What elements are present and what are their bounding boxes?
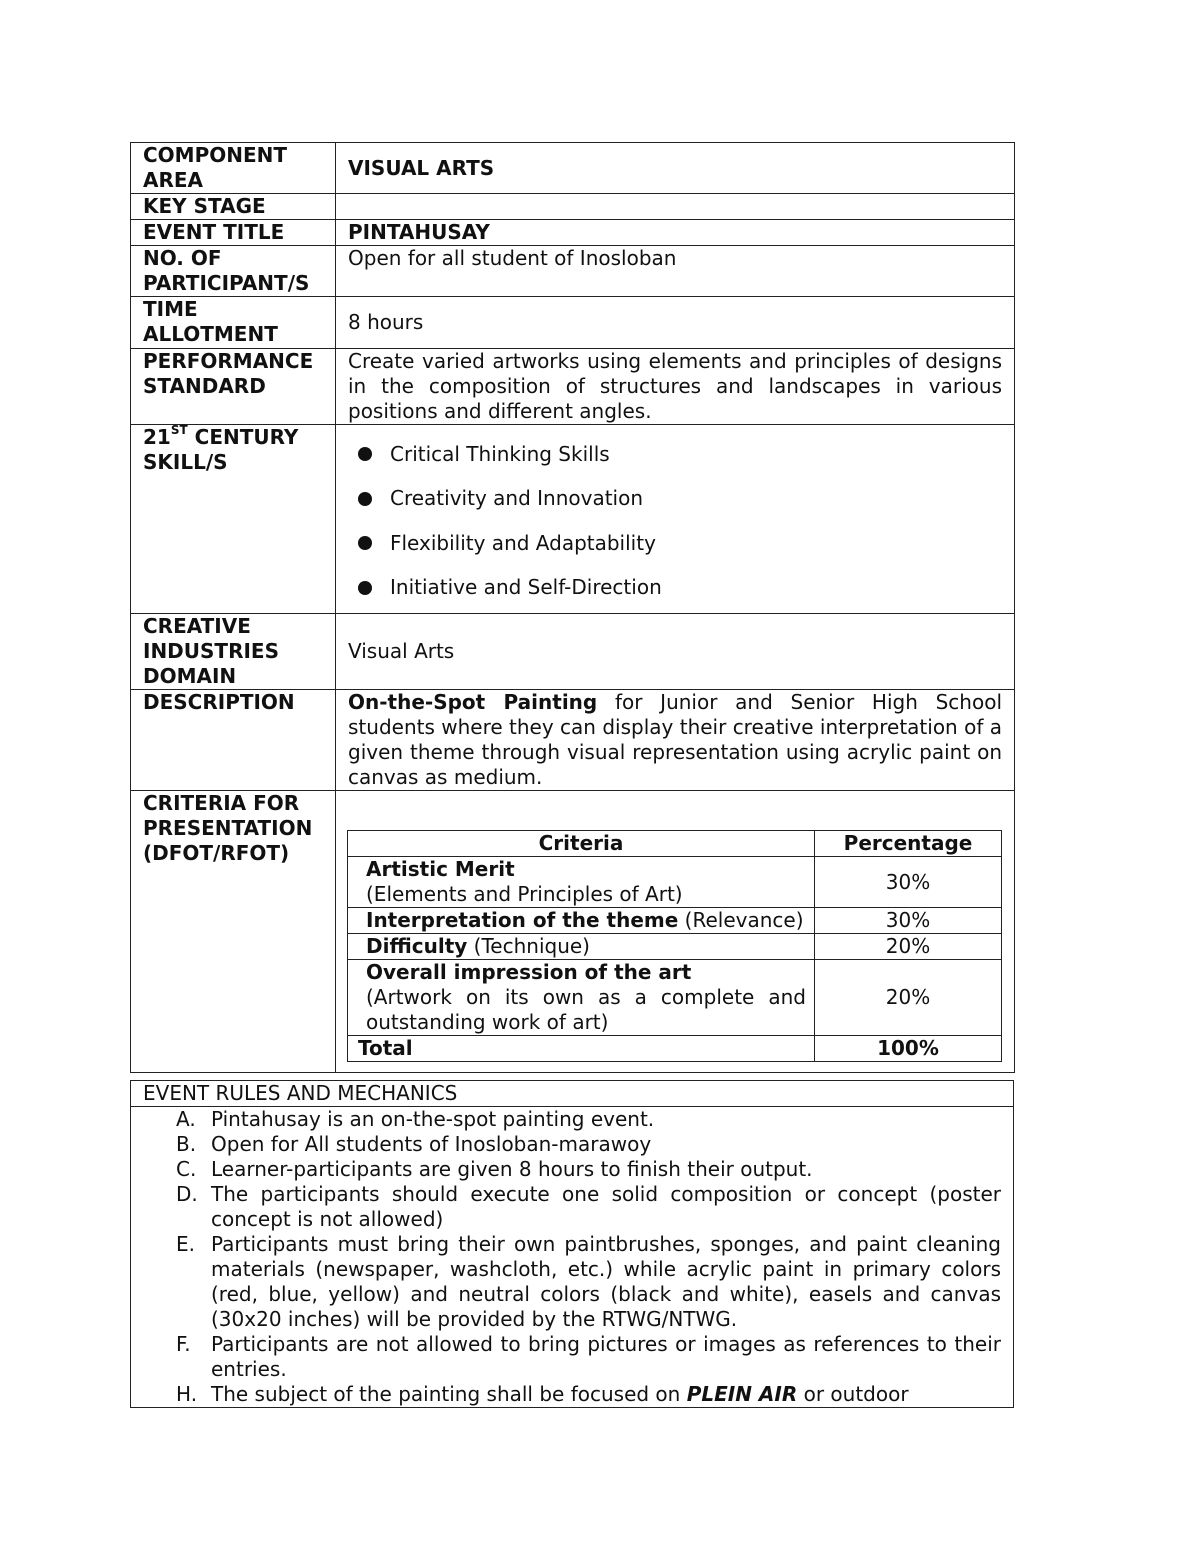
list-item — [358, 566, 1002, 611]
table-row — [348, 960, 1002, 1036]
century-number: 21 — [143, 425, 171, 449]
time-allotment-label: TIME ALLOTMENT — [131, 297, 336, 349]
event-details-table — [130, 142, 1015, 1073]
percentage-header: Percentage — [815, 831, 1002, 857]
criteria-header-row — [348, 831, 1002, 857]
rule-text: Learner-participants are given 8 hours to finish their output. — [211, 1157, 813, 1181]
description-value — [336, 690, 1015, 791]
skill-text: Creativity and Innovation — [390, 486, 644, 511]
rule-letter: H. — [176, 1382, 198, 1406]
list-item — [176, 1232, 1001, 1332]
criteria-bold: Overall impression of the art — [366, 960, 692, 984]
total-value: 100% — [815, 1036, 1002, 1062]
century-superscript: ST — [170, 423, 188, 438]
rule-letter: C. — [176, 1157, 197, 1181]
rules-heading: EVENT RULES AND MECHANICS — [131, 1081, 1014, 1107]
key-stage-value — [336, 194, 1015, 220]
criteria-name — [348, 857, 815, 908]
criteria-header: Criteria — [348, 831, 815, 857]
rule-letter: E. — [176, 1232, 195, 1256]
criteria-percentage: 20% — [815, 934, 1002, 960]
rule-letter: A. — [176, 1107, 196, 1131]
creative-domain-label: CREATIVE INDUSTRIES DOMAIN — [131, 614, 336, 690]
rule-text: Participants are not allowed to bring pictures or images as references to their entries. — [211, 1332, 1001, 1381]
rule-letter: B. — [176, 1132, 197, 1156]
table-row — [348, 857, 1002, 908]
skill-text: Flexibility and Adaptability — [390, 530, 656, 555]
criteria-name — [348, 908, 815, 934]
event-title-value: PINTAHUSAY — [336, 220, 1015, 246]
century-skills-list-cell — [336, 425, 1015, 614]
criteria-bold: Artistic Merit — [366, 857, 515, 881]
criteria-detail: (Elements and Principles of Art) — [366, 882, 683, 906]
century-rest: CENTURY SKILL/S — [143, 425, 299, 474]
event-title-label: EVENT TITLE — [131, 220, 336, 246]
participants-value: Open for all student of Inosloban — [336, 246, 1015, 297]
rules-list — [143, 1107, 1001, 1407]
rule-text: Participants must bring their own paintbrushes, sponges, and paint cleaning materials (newspaper, washcloth, etc.) while acrylic paint in primary colors (red, blue, yellow) and neutral colors (black and white), easels and canvas (30x20 inches) will be provided by the RTWG/NTWG. — [211, 1232, 1001, 1331]
criteria-detail: (Artwork on its own as a complete and outstanding work of art) — [366, 985, 806, 1034]
description-bold: On-the-Spot Painting — [348, 690, 598, 714]
rule-text: Open for All students of Inosloban-marawoy — [211, 1132, 652, 1156]
table-row — [348, 934, 1002, 960]
list-item — [176, 1132, 1001, 1157]
component-area-value: VISUAL ARTS — [336, 143, 1015, 194]
list-item — [176, 1382, 1001, 1407]
criteria-bold: Interpretation of the theme — [366, 908, 679, 932]
skills-list — [348, 425, 1002, 613]
rule-text-before: The subject of the painting shall be focused on — [211, 1382, 687, 1406]
total-label: Total — [348, 1036, 815, 1062]
key-stage-label: KEY STAGE — [131, 194, 336, 220]
skill-text: Initiative and Self-Direction — [390, 575, 662, 600]
list-item — [358, 521, 1002, 566]
performance-standard-label: PERFORMANCE STANDARD — [131, 349, 336, 425]
rule-text-after: or outdoor — [797, 1382, 909, 1406]
criteria-detail: (Relevance) — [678, 908, 804, 932]
list-item — [176, 1107, 1001, 1132]
criteria-percentage: 30% — [815, 857, 1002, 908]
list-item — [358, 432, 1002, 477]
creative-domain-value: Visual Arts — [336, 614, 1015, 690]
criteria-name — [348, 934, 815, 960]
criteria-label: CRITERIA FOR PRESENTATION (DFOT/RFOT) — [131, 791, 336, 1073]
criteria-percentage: 20% — [815, 960, 1002, 1036]
bullet-icon — [358, 536, 372, 550]
criteria-table — [347, 830, 1002, 1062]
bullet-icon — [358, 581, 372, 595]
rule-letter: F. — [176, 1332, 191, 1356]
total-row — [348, 1036, 1002, 1062]
bullet-icon — [358, 447, 372, 461]
rule-text: The participants should execute one solid composition or concept (poster concept is not allowed) — [211, 1182, 1001, 1231]
skill-text: Critical Thinking Skills — [390, 441, 610, 466]
criteria-percentage: 30% — [815, 908, 1002, 934]
criteria-name — [348, 960, 815, 1036]
rule-text-emphasis: PLEIN AIR — [686, 1382, 798, 1406]
list-item — [176, 1332, 1001, 1382]
description-text: for Junior and Senior High School students where they can display their creative interpretation of a given theme through visual representation using acrylic paint on canvas as medium. — [348, 690, 1002, 789]
participants-label: NO. OF PARTICIPANT/S — [131, 246, 336, 297]
description-label: DESCRIPTION — [131, 690, 336, 791]
time-allotment-value: 8 hours — [336, 297, 1015, 349]
rule-text: Pintahusay is an on-the-spot painting event. — [211, 1107, 655, 1131]
performance-standard-value: Create varied artworks using elements and principles of designs in the composition of structures and landscapes in various positions and different angles. — [336, 349, 1015, 425]
list-item — [176, 1182, 1001, 1232]
rule-text — [211, 1382, 1001, 1407]
table-row — [348, 908, 1002, 934]
list-item — [176, 1157, 1001, 1182]
list-item — [358, 477, 1002, 522]
bullet-icon — [358, 492, 372, 506]
event-rules-table — [130, 1080, 1014, 1408]
century-skills-label — [131, 425, 336, 614]
rules-body — [131, 1107, 1014, 1408]
criteria-cell — [336, 791, 1015, 1073]
criteria-detail: (Technique) — [467, 934, 590, 958]
component-area-label: COMPONENT AREA — [131, 143, 336, 194]
rule-letter: D. — [176, 1182, 198, 1206]
criteria-bold: Difficulty — [366, 934, 468, 958]
